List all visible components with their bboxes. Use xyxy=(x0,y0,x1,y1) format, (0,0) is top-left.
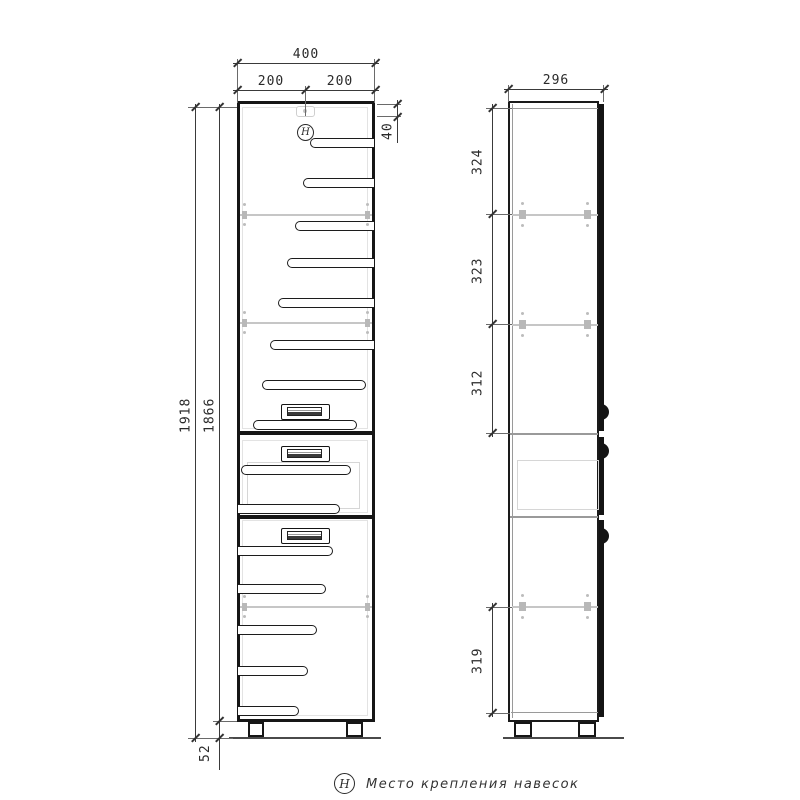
top-door-handle-recess xyxy=(287,407,322,416)
dim-hanger-offset: 40 xyxy=(380,122,396,140)
dimension-line xyxy=(233,63,379,64)
shelf-pin-hole xyxy=(366,223,369,226)
front-right-leg xyxy=(346,722,363,737)
dim-width-left: 200 xyxy=(257,73,285,89)
drawer-handle xyxy=(281,446,330,462)
shelf-pin-hole xyxy=(586,334,589,337)
shelf-pin xyxy=(519,210,526,219)
shelf-pin-hole xyxy=(243,331,246,334)
door-slat xyxy=(262,380,366,390)
legend-hanger-symbol: Н xyxy=(334,773,355,794)
dim-height-total: 1918 xyxy=(178,397,194,433)
dimension-line xyxy=(219,717,220,770)
side-ground-line xyxy=(503,737,624,739)
side-front-leg xyxy=(514,722,532,737)
dim-leg-height: 52 xyxy=(198,744,213,762)
side-back-leg xyxy=(578,722,596,737)
extension-line xyxy=(237,59,238,103)
shelf-pin-hole xyxy=(366,331,369,334)
dimension-line xyxy=(195,104,196,742)
door-slat xyxy=(253,420,357,430)
bottom-door-handle-recess xyxy=(287,531,322,540)
shelf-pin xyxy=(365,603,370,611)
dim-height-carcass: 1866 xyxy=(202,397,218,433)
side-bottom-door-knob xyxy=(601,528,609,544)
shelf-pin-hole xyxy=(243,203,246,206)
side-back-panel-line xyxy=(512,104,513,718)
hanger-symbol-marker: Н xyxy=(297,124,314,141)
dimension-line xyxy=(219,104,220,725)
side-top-panel-line xyxy=(511,108,598,109)
dim-section-top: 324 xyxy=(470,148,486,176)
dim-depth: 296 xyxy=(542,72,570,88)
shelf-pin-hole xyxy=(586,594,589,597)
shelf-pin xyxy=(584,210,591,219)
shelf-pin-hole xyxy=(243,595,246,598)
shelf-pin xyxy=(242,603,247,611)
door-slat xyxy=(278,298,374,308)
door-slat xyxy=(295,221,374,231)
door-slat xyxy=(310,138,374,148)
shelf-pin xyxy=(584,320,591,329)
shelf-pin xyxy=(242,319,247,327)
front-divider-drawer-door xyxy=(237,515,375,519)
side-divider-line-2 xyxy=(510,516,598,518)
side-top-door-front xyxy=(599,104,604,431)
drawer-handle-recess xyxy=(287,449,322,458)
shelf-pin-hole xyxy=(366,595,369,598)
shelf-pin-hole xyxy=(366,615,369,618)
side-divider-line-1 xyxy=(510,433,598,435)
dim-width-total: 400 xyxy=(292,46,320,62)
extension-line xyxy=(374,59,375,103)
front-shelf-line-3 xyxy=(240,606,372,608)
door-slat xyxy=(238,625,317,635)
door-slat xyxy=(270,340,374,350)
door-slat xyxy=(238,666,308,676)
front-divider-door-drawer xyxy=(237,431,375,435)
bottom-door-handle xyxy=(281,528,330,544)
legend-label: Место крепления навесок xyxy=(366,777,580,792)
front-shelf-line-1 xyxy=(240,214,372,216)
shelf-pin-hole xyxy=(586,616,589,619)
dim-width-right: 200 xyxy=(326,73,354,89)
shelf-pin-hole xyxy=(366,203,369,206)
shelf-pin-hole xyxy=(243,615,246,618)
shelf-pin-hole xyxy=(521,616,524,619)
shelf-pin-hole xyxy=(586,312,589,315)
shelf-pin-hole xyxy=(586,202,589,205)
shelf-pin-hole xyxy=(586,224,589,227)
side-top-door-knob xyxy=(601,404,609,420)
shelf-pin-hole xyxy=(521,312,524,315)
shelf-pin-hole xyxy=(521,334,524,337)
shelf-pin xyxy=(584,602,591,611)
door-slat xyxy=(238,546,333,556)
shelf-pin xyxy=(365,319,370,327)
shelf-pin-hole xyxy=(521,594,524,597)
front-shelf-line-2 xyxy=(240,322,372,324)
dim-section-second: 323 xyxy=(470,257,486,285)
side-bottom-panel-line xyxy=(511,712,598,713)
dimension-line xyxy=(504,89,608,90)
door-slat xyxy=(238,706,299,716)
shelf-pin xyxy=(519,320,526,329)
dim-section-bottom: 319 xyxy=(470,647,486,675)
front-left-leg xyxy=(248,722,264,737)
side-drawer-box-outline xyxy=(517,460,599,510)
front-ground-line xyxy=(229,737,381,739)
door-slat xyxy=(238,504,340,514)
door-slat xyxy=(238,584,326,594)
shelf-pin-hole xyxy=(521,224,524,227)
side-drawer-knob xyxy=(601,443,609,459)
shelf-pin xyxy=(365,211,370,219)
side-view-carcass xyxy=(508,101,599,722)
shelf-pin-hole xyxy=(243,311,246,314)
shelf-pin xyxy=(242,211,247,219)
shelf-pin-hole xyxy=(243,223,246,226)
side-bottom-door-front xyxy=(599,520,604,717)
shelf-pin xyxy=(519,602,526,611)
top-door-handle xyxy=(281,404,330,420)
dimension-line xyxy=(492,104,493,437)
dimension-line xyxy=(397,100,398,143)
door-slat xyxy=(287,258,374,268)
dimension-line xyxy=(492,603,493,717)
shelf-pin-hole xyxy=(366,311,369,314)
shelf-pin-hole xyxy=(521,202,524,205)
door-slat xyxy=(241,465,351,475)
door-slat xyxy=(303,178,374,188)
dim-section-third: 312 xyxy=(470,369,486,397)
